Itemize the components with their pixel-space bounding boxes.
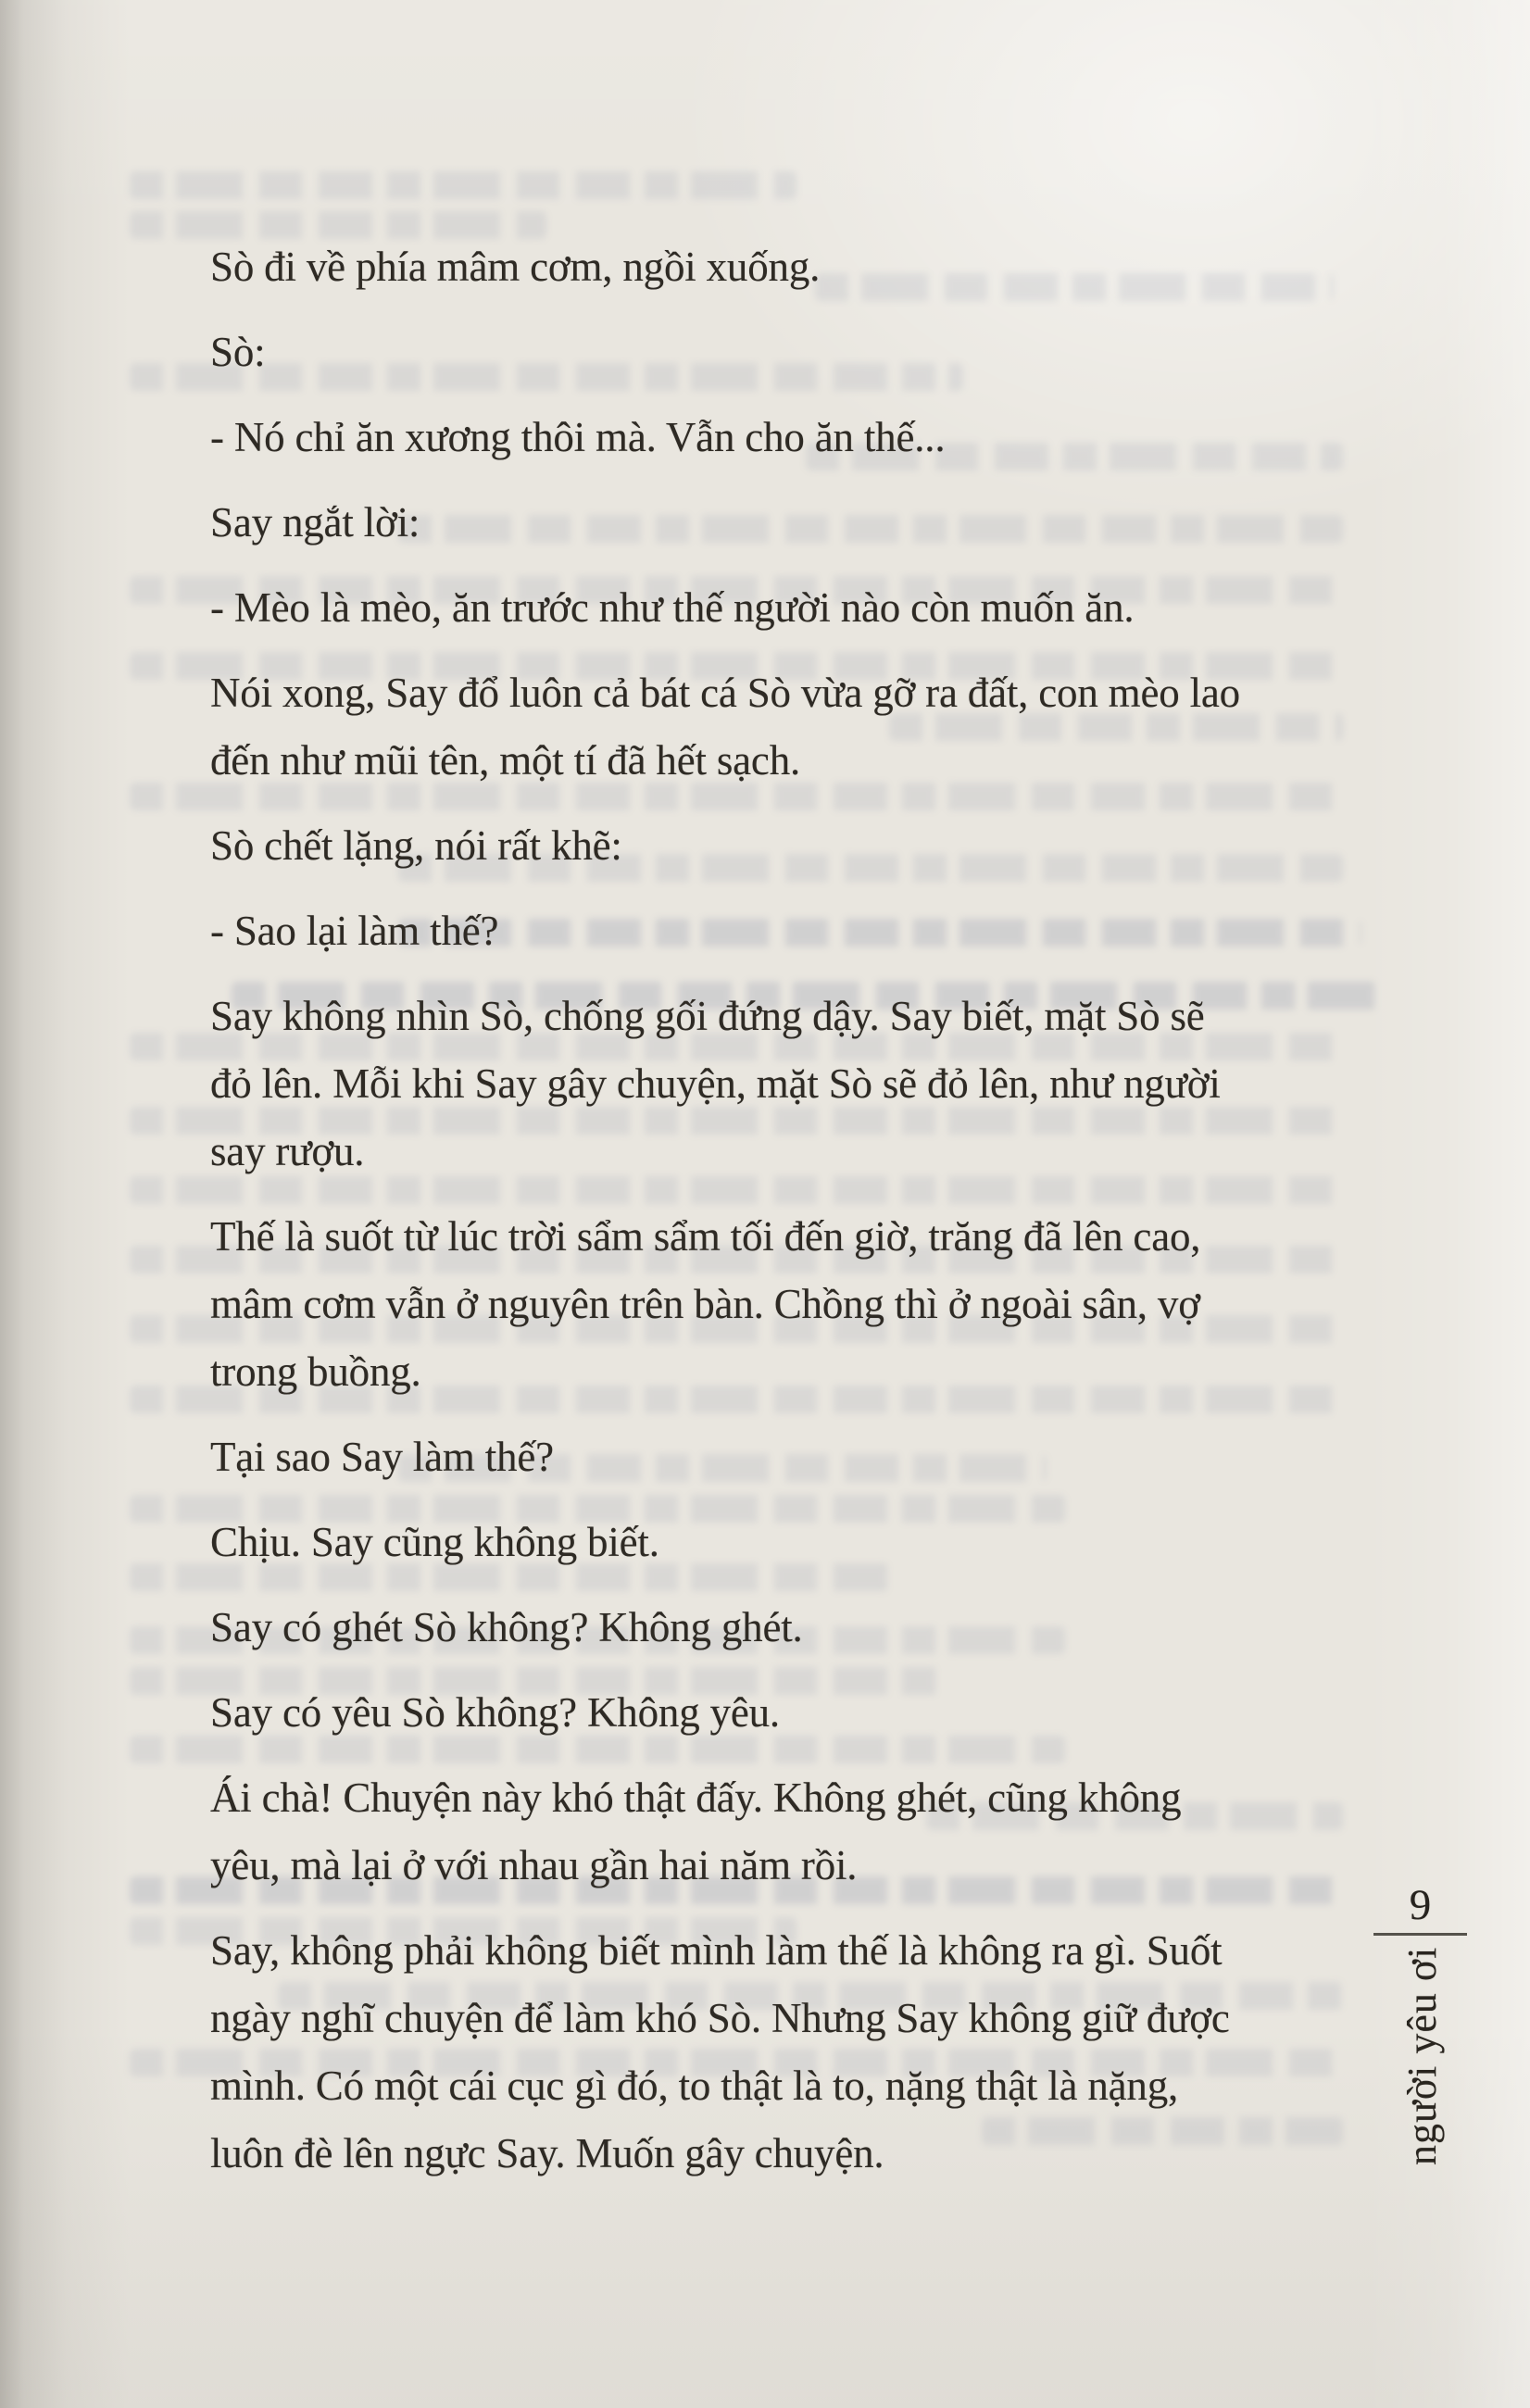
paragraph <box>210 1594 1340 1662</box>
paragraph <box>210 574 1340 642</box>
text-line: - Nó chỉ ăn xương thôi mà. Vẫn cho ăn thế... <box>210 414 946 460</box>
text-line: đến như mũi tên, một tí đã hết sạch. <box>210 737 801 784</box>
folio-rule <box>1373 1933 1467 1936</box>
text-line: Sò chết lặng, nói rất khẽ: <box>210 822 622 869</box>
text-line: Sò: <box>210 329 266 375</box>
text-line: - Sao lại làm thế? <box>210 908 499 954</box>
paragraph <box>210 233 1340 301</box>
text-line: luôn đè lên ngực Say. Muốn gây chuyện. <box>210 2130 884 2176</box>
paragraph <box>210 659 1340 795</box>
text-line: ngày nghĩ chuyện để làm khó Sò. Nhưng Say không giữ được <box>210 1995 1230 2041</box>
paragraph <box>210 983 1340 1185</box>
text-line: đỏ lên. Mỗi khi Say gây chuyện, mặt Sò sẽ đỏ lên, như người <box>210 1060 1221 1107</box>
text-line: mâm cơm vẫn ở nguyên trên bàn. Chồng thì ở ngoài sân, vợ <box>210 1281 1200 1327</box>
paragraph <box>210 404 1340 471</box>
text-line: Tại sao Say làm thế? <box>210 1434 554 1480</box>
paragraph <box>210 1423 1340 1491</box>
paragraph <box>210 1509 1340 1576</box>
text-line: Ái chà! Chuyện này khó thật đấy. Không ghét, cũng không <box>210 1775 1182 1821</box>
paragraph <box>210 489 1340 557</box>
paragraph <box>210 319 1340 386</box>
text-line: Chịu. Say cũng không biết. <box>210 1519 659 1565</box>
text-line: - Mèo là mèo, ăn trước như thế người nào còn muốn ăn. <box>210 584 1135 631</box>
text-line: Say ngắt lời: <box>210 499 420 546</box>
text-line: Thế là suốt từ lúc trời sẩm sẩm tối đến giờ, trăng đã lên cao, <box>210 1213 1201 1260</box>
text-line: Say, không phải không biết mình làm thế là không ra gì. Suốt <box>210 1927 1223 1974</box>
text-line: Sò đi về phía mâm cơm, ngồi xuống. <box>210 244 821 290</box>
paragraph <box>210 897 1340 965</box>
text-line: say rượu. <box>210 1128 365 1174</box>
text-line: yêu, mà lại ở với nhau gần hai năm rồi. <box>210 1842 858 1888</box>
paragraph <box>210 1679 1340 1747</box>
text-line: Say có yêu Sò không? Không yêu. <box>210 1689 780 1736</box>
page-number: 9 <box>1409 1881 1432 1929</box>
text-line: mình. Có một cái cục gì đó, to thật là to, nặng thật là nặng, <box>210 2063 1179 2109</box>
body-text <box>210 233 1340 2205</box>
text-line: Nói xong, Say đổ luôn cả bát cá Sò vừa gỡ ra đất, con mèo lao <box>210 670 1240 716</box>
text-line: trong buồng. <box>210 1348 421 1395</box>
paragraph <box>210 812 1340 880</box>
bleed-through-line <box>130 171 796 199</box>
paragraph <box>210 1917 1340 2188</box>
book-title-vertical: người yêu ơi <box>1399 1946 1445 2165</box>
paragraph <box>210 1203 1340 1406</box>
paragraph <box>210 1764 1340 1900</box>
text-line: Say có ghét Sò không? Không ghét. <box>210 1604 803 1650</box>
text-line: Say không nhìn Sò, chống gối đứng dậy. Say biết, mặt Sò sẽ <box>210 993 1205 1039</box>
